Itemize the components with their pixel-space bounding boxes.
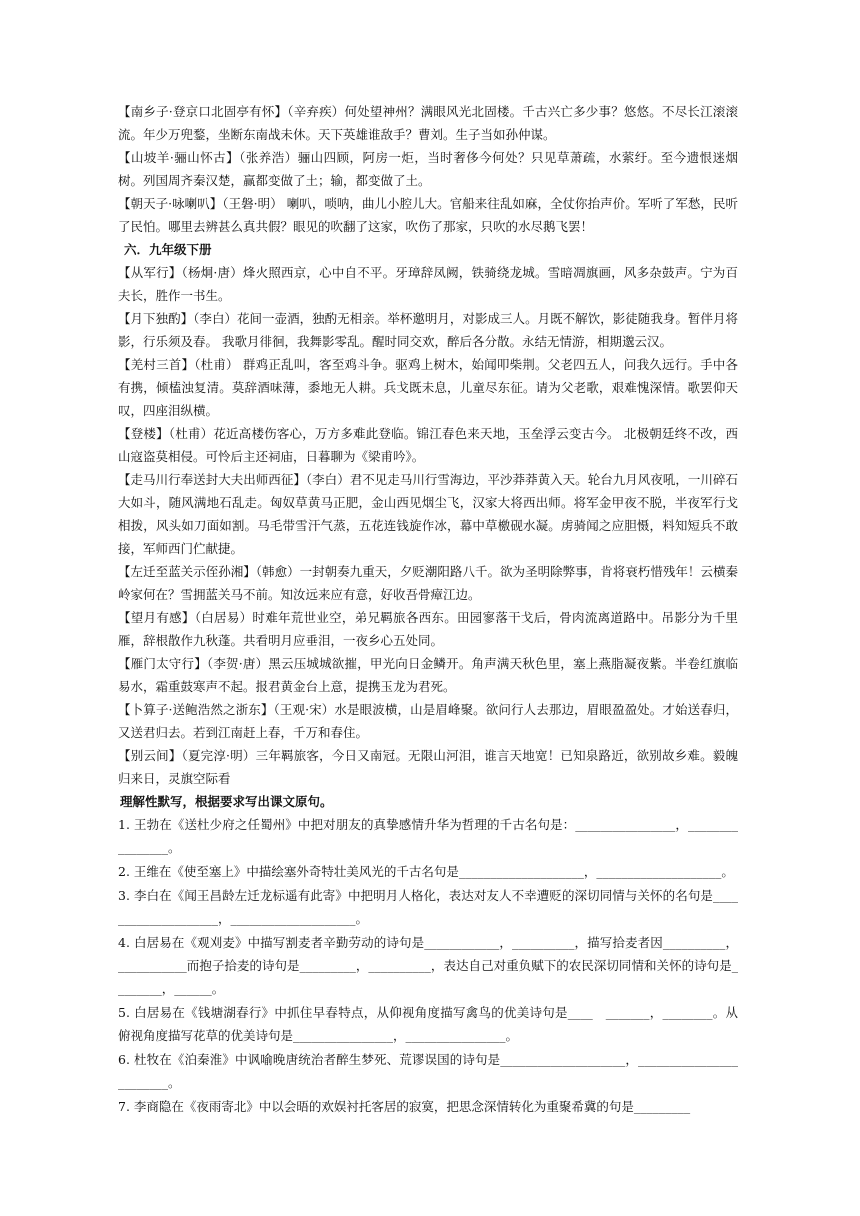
question-item: 1. 王勃在《送杜少府之任蜀州》中把对朋友的真挚感情升华为哲理的千古名句是：________________，________________。 — [118, 817, 738, 855]
poem-entry — [118, 146, 738, 192]
poem-entry — [118, 652, 738, 698]
question-item: 4. 白居易在《观刈麦》中描写割麦者辛勤劳动的诗句是____________，__________，描写拾麦者因__________，___________而抱子拾麦的诗句是_________，__________，表达自己对重负赋下的农民深切同情和关怀的诗句是________，______。 — [118, 935, 738, 996]
poem-title: 【羌村三首】（杜甫） — [118, 357, 239, 372]
poem-text: 时难年荒世业空，弟兄羁旅各西东。田园寥落干戈后，骨肉流离道路中。吊影分为千里雁，辞根散作九秋蓬。共看明月应垂泪，一夜乡心五处同。 — [118, 610, 738, 648]
document-page — [118, 100, 738, 1119]
poem-entry — [118, 261, 738, 307]
question-item: 5. 白居易在《钱塘湖春行》中抓住早春特点，从仰视角度描写禽鸟的优美诗句是____ _______，________。从俯视角度描写花草的优美诗句是________________，________________。 — [118, 1005, 738, 1043]
poem-text: 花间一壶酒，独酌无相亲。举杯邀明月，对影成三人。月既不解饮，影徒随我身。暂伴月将影，行乐须及春。 我歌月徘徊，我舞影零乱。醒时同交欢，醉后各分散。永结无情游，相期邈云汉。 — [118, 311, 738, 349]
poem-title: 【南乡子·登京口北固亭有怀】（辛弃疾） — [118, 104, 345, 119]
poem-title: 【雁门太守行】（李贺·唐） — [118, 656, 269, 671]
poem-entry — [118, 100, 738, 146]
question-item: 2. 王维在《使至塞上》中描绘塞外奇特壮美风光的千古名句是____________________，____________________。 — [118, 864, 734, 879]
poem-text: 三年羁旅客，今日又南冠。无限山河泪，谁言天地宽！已知泉路近，欲别故乡难。毅魄归来日，灵旗空际看 — [118, 748, 738, 786]
poem-title: 【别云间】（夏完淳·明） — [118, 748, 256, 763]
poem-title: 【左迁至蓝关示侄孙湘】（韩愈） — [118, 564, 300, 579]
poem-entry — [118, 560, 738, 606]
poem-title: 【望月有感】（白居易） — [118, 610, 253, 625]
poem-text: 骊山四顾，阿房一炬，当时奢侈今何处？只见草萧疏，水萦纡。至今遗恨迷烟树。列国周齐秦汉楚，赢都变做了土；输，都变做了土。 — [118, 150, 738, 188]
poem-title: 【卜算子·送鲍浩然之浙东】（王观·宋） — [118, 702, 335, 717]
poem-text: 喇叭，唢呐，曲儿小腔儿大。官船来往乱如麻，全仗你抬声价。军听了军愁，民听了民怕。哪里去辨甚么真共假？眼见的吹翻了这家，吹伤了那家，只吹的水尽鹅飞罢！ — [118, 196, 738, 234]
poem-entry — [118, 744, 738, 790]
question-item: 7. 李商隐在《夜雨寄北》中以会晤的欢娱衬托客居的寂寞，把思念深情转化为重聚希冀的句是_________ — [118, 1099, 691, 1114]
poem-text: 烽火照西京，心中自不平。牙璋辞凤阙，铁骑绕龙城。雪暗凋旗画，风多杂鼓声。宁为百夫长，胜作一书生。 — [118, 265, 738, 303]
poem-title: 【从军行】（杨炯·唐） — [118, 265, 243, 280]
poem-entry — [118, 353, 738, 422]
poem-entry — [118, 606, 738, 652]
poem-title: 【登楼】（杜甫） — [118, 426, 214, 441]
poem-title: 【月下独酌】（李白） — [118, 311, 237, 326]
poem-entry — [118, 307, 738, 353]
poem-title: 【朝天子·咏喇叭】（王磐·明） — [118, 196, 283, 211]
poem-title: 【山坡羊·骊山怀古】（张养浩） — [118, 150, 298, 165]
section-heading: 六．九年级下册 — [124, 242, 212, 257]
poem-text: 一封朝奏九重天，夕贬潮阳路八千。欲为圣明除弊事，肯将衰朽惜残年！云横秦岭家何在？雪拥蓝关马不前。知汝远来应有意，好收吾骨瘴江边。 — [118, 564, 738, 602]
poem-text: 何处望神州？满眼风光北固楼。千古兴亡多少事？悠悠。不尽长江滚滚流。年少万兜鍪，坐断东南战未休。天下英雄谁敌手？曹刘。生子当如孙仲谋。 — [118, 104, 738, 142]
poem-text: 花近高楼伤客心，万方多难此登临。锦江春色来天地，玉垒浮云变古今。 北极朝廷终不改，西山寇盗莫相侵。可怜后主还祠庙，日暮聊为《梁甫吟》。 — [118, 426, 738, 464]
poem-text: 群鸡正乱叫，客至鸡斗争。驱鸡上树木，始闻叩柴荆。父老四五人，问我久远行。手中各有携，倾榼浊复清。莫辞酒味薄，黍地无人耕。兵戈既未息，儿童尽东征。请为父老歌，艰难愧深情。歌罢仰天叹，四座泪纵横。 — [118, 357, 738, 418]
poem-entry — [118, 192, 738, 238]
poem-entry — [118, 468, 738, 560]
question-item: 3. 李白在《闻王昌龄左迁龙标遥有此寄》中把明月人格化，表达对友人不幸遭贬的深切同情与关怀的名句是____________________，____________________。 — [118, 888, 738, 926]
poem-text: 黑云压城城欲摧，甲光向日金鳞开。角声满天秋色里，塞上燕脂凝夜紫。半卷红旗临易水，霜重鼓寒声不起。报君黄金台上意，提携玉龙为君死。 — [118, 656, 738, 694]
poem-text: 水是眼波横，山是眉峰聚。欲问行人去那边，眉眼盈盈处。才始送春归，又送君归去。若到江南赶上春，千万和春住。 — [118, 702, 738, 740]
poem-entry — [118, 698, 738, 744]
poem-entry — [118, 422, 738, 468]
task-heading: 理解性默写，根据要求写出课文原句。 — [120, 794, 333, 809]
question-item: 6. 杜牧在《泊秦淮》中讽喻晚唐统治者醉生梦死、荒谬误国的诗句是____________________，________________________。 — [118, 1052, 738, 1090]
poem-title: 【走马川行奉送封大夫出师西征】（李白） — [118, 472, 350, 487]
poem-text: 君不见走马川行雪海边，平沙莽莽黄入天。轮台九月风夜吼，一川碎石大如斗，随风满地石乱走。匈奴草黄马正肥，金山西见烟尘飞，汉家大将西出师。将军金甲夜不脱，半夜军行戈相拨，风头如刀面如割。马毛带雪汗气蒸，五花连钱旋作冰，幕中草檄砚水凝。虏骑闻之应胆慑，料知短兵不敢接，军师西门伫献捷。 — [118, 472, 738, 556]
